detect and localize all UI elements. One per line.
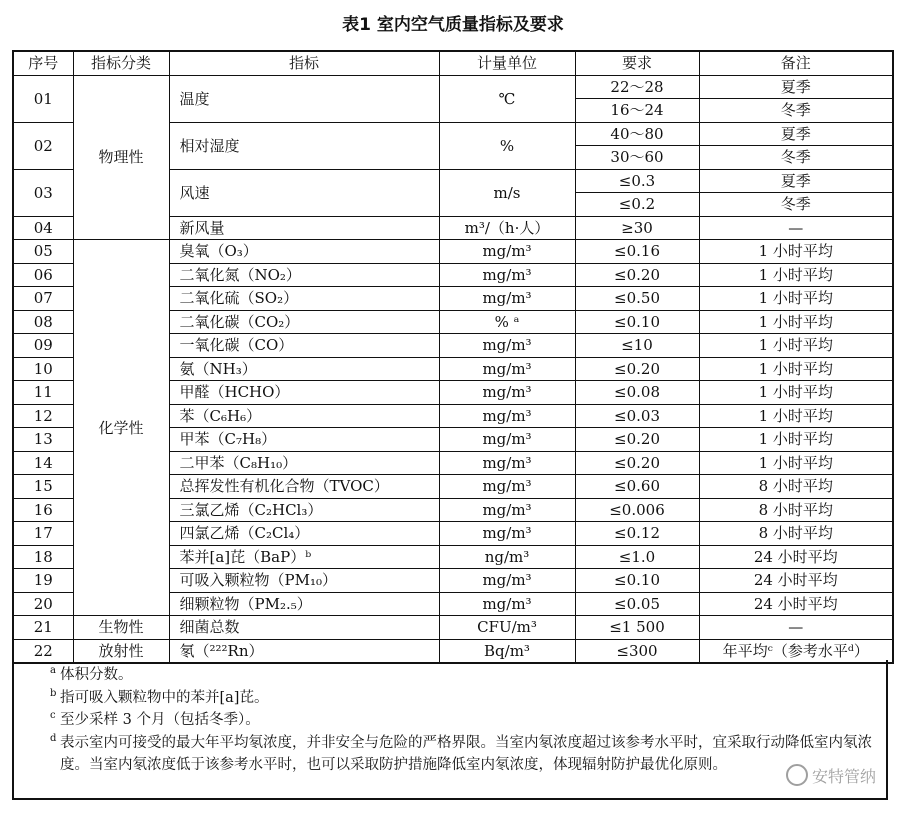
footnote-mark: a bbox=[50, 665, 56, 676]
watermark-logo-icon bbox=[786, 764, 808, 786]
requirement-cell: ≤1.0 bbox=[575, 545, 699, 569]
requirement-cell: ≤0.20 bbox=[575, 357, 699, 381]
row-number: 14 bbox=[13, 451, 73, 475]
unit-cell: mg/m³ bbox=[439, 569, 575, 593]
indicator-name: 三氯乙烯（C₂HCl₃） bbox=[169, 498, 439, 522]
header-cell: 备注 bbox=[699, 51, 893, 75]
unit-cell: CFU/m³ bbox=[439, 616, 575, 640]
indicator-name: 苯并[a]芘（BaP）ᵇ bbox=[169, 545, 439, 569]
row-number: 21 bbox=[13, 616, 73, 640]
requirement-cell: ≤300 bbox=[575, 639, 699, 663]
row-number: 03 bbox=[13, 169, 73, 216]
indicator-name: 温度 bbox=[169, 75, 439, 122]
indicator-name: 苯（C₆H₆） bbox=[169, 404, 439, 428]
unit-cell: mg/m³ bbox=[439, 287, 575, 311]
remark-cell: 夏季 bbox=[699, 75, 893, 99]
unit-cell: % bbox=[439, 122, 575, 169]
table-title: 表1 室内空气质量指标及要求 bbox=[342, 15, 564, 35]
remark-cell: 夏季 bbox=[699, 122, 893, 146]
unit-cell: mg/m³ bbox=[439, 592, 575, 616]
row-number: 06 bbox=[13, 263, 73, 287]
indicator-name: 二氧化硫（SO₂） bbox=[169, 287, 439, 311]
indicator-name: 氨（NH₃） bbox=[169, 357, 439, 381]
requirement-cell: ≤0.006 bbox=[575, 498, 699, 522]
requirement-cell: ≤0.03 bbox=[575, 404, 699, 428]
requirement-cell: 22～28 bbox=[575, 75, 699, 99]
remark-cell: 1 小时平均 bbox=[699, 334, 893, 358]
requirement-cell: ≤0.10 bbox=[575, 310, 699, 334]
header-cell: 计量单位 bbox=[439, 51, 575, 75]
indicator-name: 臭氧（O₃） bbox=[169, 240, 439, 264]
indicator-name: 氡（²²²Rn） bbox=[169, 639, 439, 663]
unit-cell: ng/m³ bbox=[439, 545, 575, 569]
indicator-name: 甲苯（C₇H₈） bbox=[169, 428, 439, 452]
requirement-cell: ≤0.10 bbox=[575, 569, 699, 593]
header-cell: 要求 bbox=[575, 51, 699, 75]
footnote-text: 指可吸入颗粒物中的苯并[a]芘。 bbox=[60, 689, 269, 706]
indicator-name: 二氧化碳（CO₂） bbox=[169, 310, 439, 334]
footnote bbox=[50, 709, 886, 732]
unit-cell: mg/m³ bbox=[439, 428, 575, 452]
row-number: 16 bbox=[13, 498, 73, 522]
remark-cell: 1 小时平均 bbox=[699, 451, 893, 475]
unit-cell: ℃ bbox=[439, 75, 575, 122]
requirement-cell: 16～24 bbox=[575, 99, 699, 123]
unit-cell: mg/m³ bbox=[439, 381, 575, 405]
remark-cell: 24 小时平均 bbox=[699, 545, 893, 569]
footnotes bbox=[12, 660, 888, 800]
requirement-cell: ≤0.20 bbox=[575, 451, 699, 475]
indicator-name: 二甲苯（C₈H₁₀） bbox=[169, 451, 439, 475]
remark-cell: 24 小时平均 bbox=[699, 569, 893, 593]
row-number: 05 bbox=[13, 240, 73, 264]
requirement-cell: ≤0.3 bbox=[575, 169, 699, 193]
footnote-text: 表示室内可接受的最大年平均氡浓度，并非安全与危险的严格界限。当室内氡浓度超过该参考水平时，宜采取行动降低室内氡浓度。当室内氡浓度低于该参考水平时，也可以采取防护措施降低室内氡浓度，体现辐射防护最优化原则。 bbox=[60, 734, 872, 773]
indicator-name: 可吸入颗粒物（PM₁₀） bbox=[169, 569, 439, 593]
row-number: 22 bbox=[13, 639, 73, 663]
footnote bbox=[50, 664, 886, 687]
remark-cell: 夏季 bbox=[699, 169, 893, 193]
footnote-mark: d bbox=[50, 732, 57, 744]
requirement-cell: 40～80 bbox=[575, 122, 699, 146]
remark-cell: 年平均ᶜ（参考水平ᵈ） bbox=[699, 639, 893, 663]
remark-cell: — bbox=[699, 216, 893, 240]
remark-cell: 8 小时平均 bbox=[699, 522, 893, 546]
requirement-cell: ≥30 bbox=[575, 216, 699, 240]
unit-cell: m³/（h·人） bbox=[439, 216, 575, 240]
category-cell: 放射性 bbox=[73, 639, 169, 663]
indicator-name: 总挥发性有机化合物（TVOC） bbox=[169, 475, 439, 499]
row-number: 09 bbox=[13, 334, 73, 358]
requirement-cell: ≤0.20 bbox=[575, 263, 699, 287]
unit-cell: Bq/m³ bbox=[439, 639, 575, 663]
indicator-name: 二氧化氮（NO₂） bbox=[169, 263, 439, 287]
indicator-name: 细菌总数 bbox=[169, 616, 439, 640]
row-number: 11 bbox=[13, 381, 73, 405]
remark-cell: — bbox=[699, 616, 893, 640]
unit-cell: mg/m³ bbox=[439, 451, 575, 475]
footnote-mark: c bbox=[50, 710, 56, 721]
table-row bbox=[13, 240, 893, 264]
footnote-text: 体积分数。 bbox=[60, 667, 133, 683]
remark-cell: 1 小时平均 bbox=[699, 240, 893, 264]
remark-cell: 24 小时平均 bbox=[699, 592, 893, 616]
requirement-cell: ≤0.2 bbox=[575, 193, 699, 217]
row-number: 13 bbox=[13, 428, 73, 452]
row-number: 04 bbox=[13, 216, 73, 240]
unit-cell: mg/m³ bbox=[439, 240, 575, 264]
category-cell: 生物性 bbox=[73, 616, 169, 640]
remark-cell: 冬季 bbox=[699, 146, 893, 170]
indicator-name: 新风量 bbox=[169, 216, 439, 240]
unit-cell: mg/m³ bbox=[439, 263, 575, 287]
category-cell: 化学性 bbox=[73, 240, 169, 616]
requirement-cell: ≤0.20 bbox=[575, 428, 699, 452]
unit-cell: mg/m³ bbox=[439, 404, 575, 428]
air-quality-table bbox=[12, 50, 894, 664]
requirement-cell: ≤0.12 bbox=[575, 522, 699, 546]
requirement-cell: ≤10 bbox=[575, 334, 699, 358]
remark-cell: 1 小时平均 bbox=[699, 357, 893, 381]
requirement-cell: ≤0.50 bbox=[575, 287, 699, 311]
header-cell: 序号 bbox=[13, 51, 73, 75]
requirement-cell: ≤0.16 bbox=[575, 240, 699, 264]
requirement-cell: 30～60 bbox=[575, 146, 699, 170]
indicator-name: 一氧化碳（CO） bbox=[169, 334, 439, 358]
unit-cell: mg/m³ bbox=[439, 498, 575, 522]
row-number: 10 bbox=[13, 357, 73, 381]
row-number: 07 bbox=[13, 287, 73, 311]
remark-cell: 8 小时平均 bbox=[699, 475, 893, 499]
remark-cell: 冬季 bbox=[699, 193, 893, 217]
indicator-name: 甲醛（HCHO） bbox=[169, 381, 439, 405]
unit-cell: mg/m³ bbox=[439, 357, 575, 381]
table-row bbox=[13, 616, 893, 640]
header-row bbox=[13, 51, 893, 75]
row-number: 17 bbox=[13, 522, 73, 546]
row-number: 15 bbox=[13, 475, 73, 499]
watermark: 安特管纳 bbox=[786, 764, 876, 787]
row-number: 19 bbox=[13, 569, 73, 593]
row-number: 20 bbox=[13, 592, 73, 616]
unit-cell: m/s bbox=[439, 169, 575, 216]
requirement-cell: ≤0.05 bbox=[575, 592, 699, 616]
header-cell: 指标分类 bbox=[73, 51, 169, 75]
remark-cell: 冬季 bbox=[699, 99, 893, 123]
row-number: 08 bbox=[13, 310, 73, 334]
footnote bbox=[50, 732, 886, 777]
remark-cell: 8 小时平均 bbox=[699, 498, 893, 522]
row-number: 12 bbox=[13, 404, 73, 428]
indicator-name: 细颗粒物（PM₂.₅） bbox=[169, 592, 439, 616]
remark-cell: 1 小时平均 bbox=[699, 428, 893, 452]
unit-cell: mg/m³ bbox=[439, 522, 575, 546]
footnote-text: 至少采样 3 个月（包括冬季）。 bbox=[60, 712, 260, 728]
remark-cell: 1 小时平均 bbox=[699, 263, 893, 287]
requirement-cell: ≤0.60 bbox=[575, 475, 699, 499]
header-cell: 指标 bbox=[169, 51, 439, 75]
unit-cell: mg/m³ bbox=[439, 334, 575, 358]
unit-cell: mg/m³ bbox=[439, 475, 575, 499]
remark-cell: 1 小时平均 bbox=[699, 287, 893, 311]
row-number: 01 bbox=[13, 75, 73, 122]
footnote bbox=[50, 687, 886, 710]
indicator-name: 相对湿度 bbox=[169, 122, 439, 169]
category-cell: 物理性 bbox=[73, 75, 169, 240]
unit-cell: % ᵃ bbox=[439, 310, 575, 334]
remark-cell: 1 小时平均 bbox=[699, 381, 893, 405]
row-number: 02 bbox=[13, 122, 73, 169]
row-number: 18 bbox=[13, 545, 73, 569]
table-row bbox=[13, 75, 893, 99]
indicator-name: 风速 bbox=[169, 169, 439, 216]
requirement-cell: ≤0.08 bbox=[575, 381, 699, 405]
remark-cell: 1 小时平均 bbox=[699, 310, 893, 334]
remark-cell: 1 小时平均 bbox=[699, 404, 893, 428]
footnote-mark: b bbox=[50, 687, 57, 699]
requirement-cell: ≤1 500 bbox=[575, 616, 699, 640]
indicator-name: 四氯乙烯（C₂Cl₄） bbox=[169, 522, 439, 546]
